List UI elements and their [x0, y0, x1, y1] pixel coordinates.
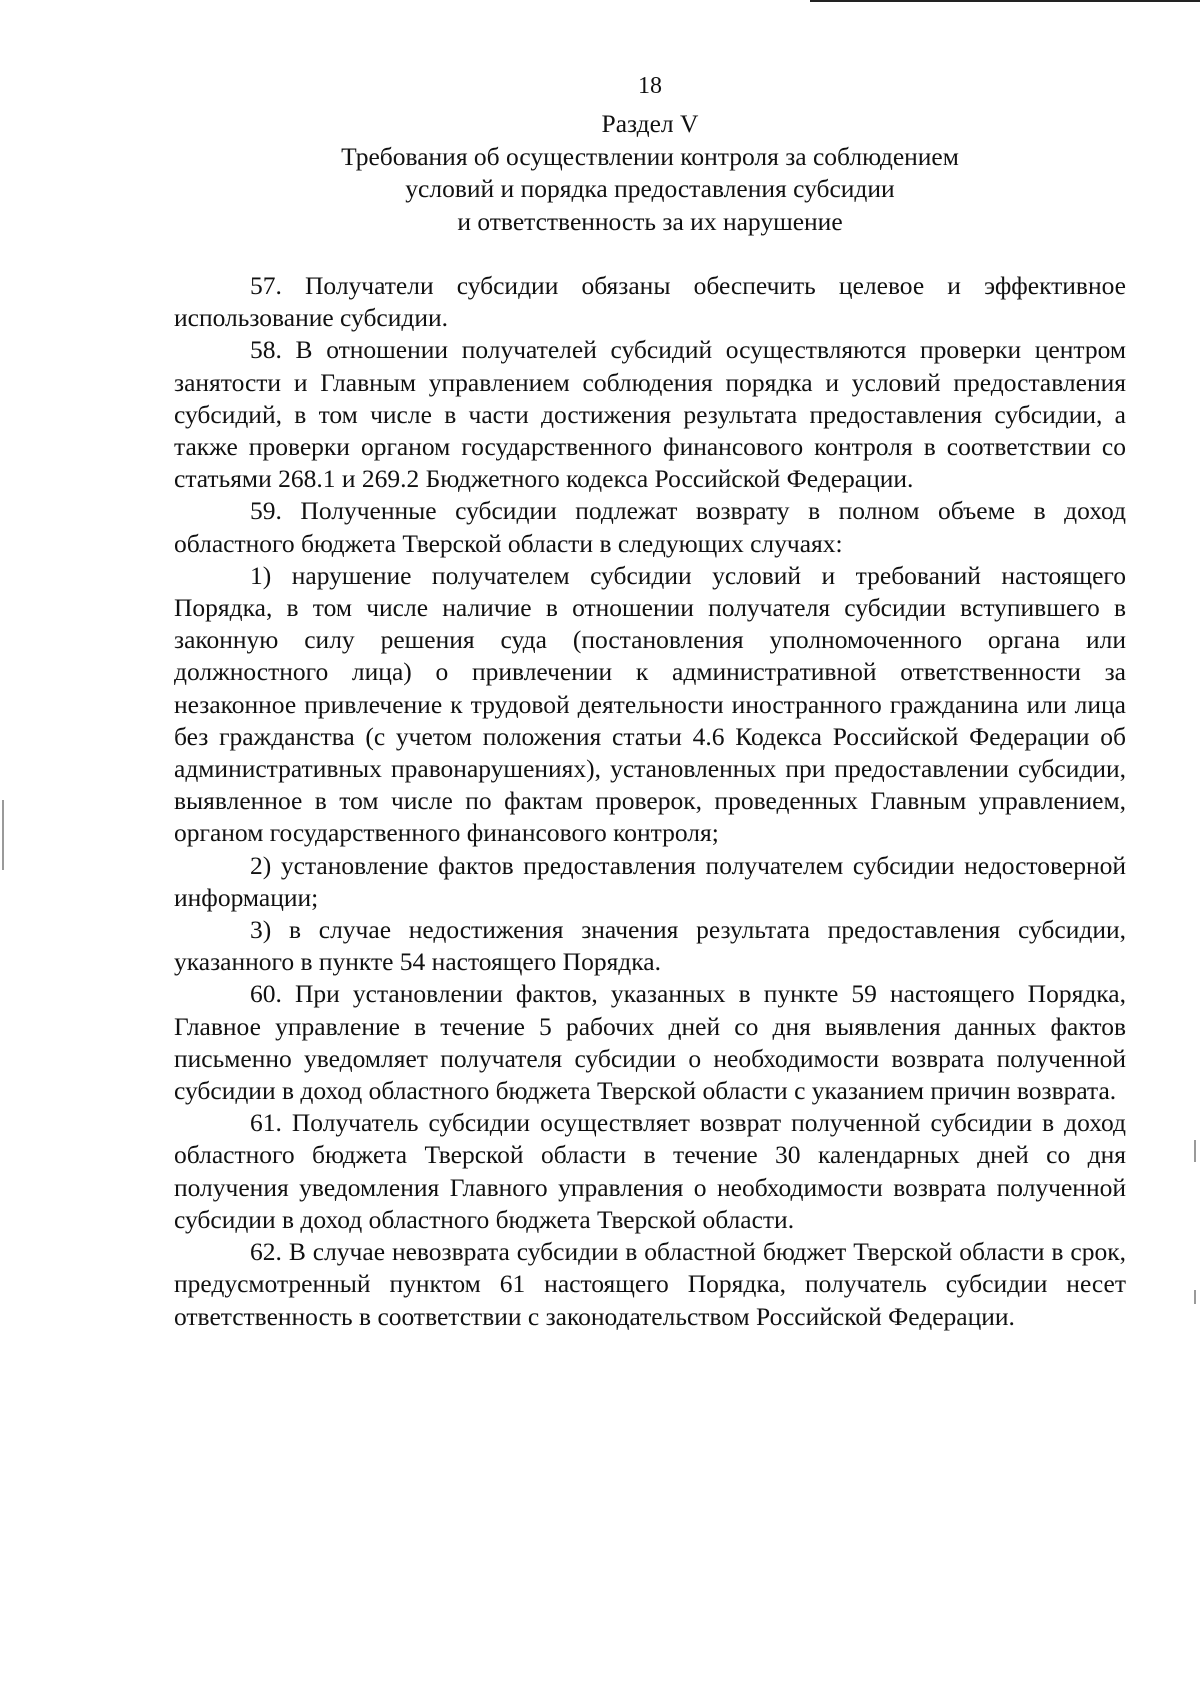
- paragraph-58: 58. В отношении получателей субсидий осуществляются проверки центром занятости и Главным управлением соблюдения порядка и условий предоставления субсидий, в том числе в части достижения результата предоставления субсидии, а также проверки органом государственного финансового контроля в соответствии со статьями 268.1 и 269.2 Бюджетного кодекса Российской Федерации.: [174, 335, 1126, 494]
- paragraph-60: 60. При установлении фактов, указанных в пункте 59 настоящего Порядка, Главное управление в течение 5 рабочих дней со дня выявления данных фактов письменно уведомляет получателя субсидии о необходимости возврата полученной субсидии в доход областного бюджета Тверской области с указанием причин возврата.: [174, 979, 1126, 1106]
- document-body: [174, 270, 1126, 1333]
- right-scan-margin-mark-lower: [1194, 1290, 1196, 1304]
- paragraph-57: 57. Получатели субсидии обязаны обеспечить целевое и эффективное использование субсидии.: [174, 271, 1126, 333]
- paragraph-59-item-1: 1) нарушение получателем субсидии условий и требований настоящего Порядка, в том числе наличие в отношении получателя субсидии вступившего в законную силу решения суда (постановления уполномоченного органа или должностного лица) о привлечении к административной ответственности за незаконное привлечение к трудовой деятельности иностранного гражданина или лица без гражданства (с учетом положения статьи 4.6 Кодекса Российской Федерации об административных правонарушениях), установленных при предоставлении субсидии, выявленное в том числе по фактам проверок, проведенных Главным управлением, органом государственного финансового контроля;: [174, 560, 1126, 848]
- right-scan-margin-mark: [1194, 1140, 1196, 1162]
- paragraph-59: 59. Полученные субсидии подлежат возврату в полном объеме в доход областного бюджета Тверской области в следующих случаях:: [174, 496, 1126, 558]
- left-scan-margin-mark: [2, 800, 4, 870]
- section-title: Раздел V: [601, 109, 699, 138]
- page-number: 18: [638, 73, 662, 99]
- paragraph-59-item-3: 3) в случае недостижения значения результата предоставления субсидии, указанного в пункте 54 настоящего Порядка.: [174, 915, 1126, 977]
- section-subtitle-line-2: условий и порядка предоставления субсидии: [405, 174, 895, 203]
- section-subtitle-line-3: и ответственность за их нарушение: [457, 206, 843, 236]
- paragraph-62: 62. В случае невозврата субсидии в областной бюджет Тверской области в срок, предусмотренный пунктом 61 настоящего Порядка, получатель субсидии несет ответственность в соответствии с законодательством Российской Федерации.: [174, 1237, 1126, 1331]
- heading-spacer: [174, 238, 1126, 270]
- section-subtitle-line-1: Требования об осуществлении контроля за соблюдением: [341, 141, 959, 171]
- top-edge-rule: [810, 0, 1200, 2]
- paragraph-59-item-2: 2) установление фактов предоставления получателем субсидии недостоверной информации;: [174, 850, 1126, 912]
- paragraph-61: 61. Получатель субсидии осуществляет возврат полученной субсидии в доход областного бюджета Тверской области в течение 30 календарных дней со дня получения уведомления Главного управления о необходимости возврата полученной субсидии в доход областного бюджета Тверской области.: [174, 1108, 1126, 1234]
- document-page: [174, 70, 1126, 1333]
